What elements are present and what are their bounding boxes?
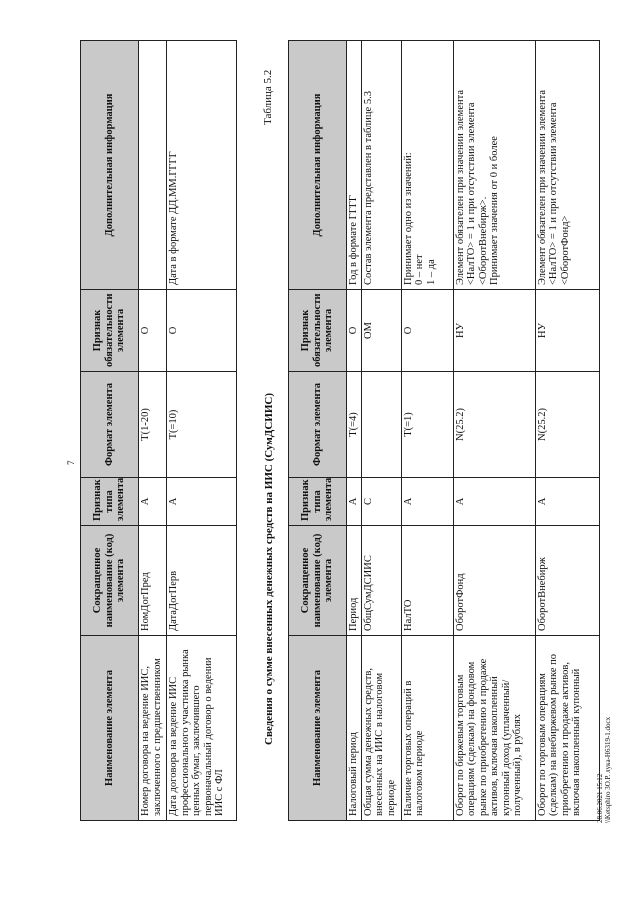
cell-info — [139, 41, 167, 290]
cell-type: А — [453, 478, 535, 526]
table-title: Сведения о сумме внесенных денежных средств на ИИС (СумДСИИС) — [263, 392, 275, 745]
table-row — [139, 41, 167, 821]
cell-type: С — [361, 478, 401, 526]
cell-info: Элемент обязателен при значении элемента <НалТО> = 1 и при отсутствии элемента <ОборотФонд> — [535, 41, 599, 290]
cell-code: НомДогПред — [139, 526, 167, 636]
table-row — [167, 41, 237, 821]
cell-info: Элемент обязателен при значении элемента <НалТО> = 1 и при отсутствии элемента <ОборотВнебирж>. Принимает значения от 0 и более — [453, 41, 535, 290]
cell-name: Наличие торговых операций в налоговом периоде — [401, 636, 453, 821]
table-row — [535, 41, 599, 821]
page-number: 7 — [66, 460, 76, 465]
cell-code: ОборотВнебирж — [535, 526, 599, 636]
table-header-row — [81, 41, 139, 821]
cell-code: Период — [347, 526, 362, 636]
cell-required: О — [167, 290, 237, 372]
cell-required: О — [139, 290, 167, 372]
cell-name: Дата договора на ведение ИИС профессионального участника рынка ценных бумаг, заключившего первоначальный договор о ведении ИИС с ФЛ — [167, 636, 237, 821]
cell-format: T(=4) — [347, 372, 362, 478]
cell-info: Принимает одно из значений: 0 – нет 1 – да — [401, 41, 453, 290]
cell-required: НУ — [535, 290, 599, 372]
cell-format — [361, 372, 401, 478]
table-row — [453, 41, 535, 821]
stamp-path: \\Ketsphiro 3O.P. лука-Н6319-1.docx — [604, 716, 612, 823]
cell-type: А — [401, 478, 453, 526]
print-stamp — [596, 717, 612, 823]
header-cell: Дополнительная информация — [289, 41, 347, 290]
cell-type: А — [535, 478, 599, 526]
cell-code: ОбщСумДСИИС — [361, 526, 401, 636]
cell-type: А — [139, 478, 167, 526]
cell-format: T(1-20) — [139, 372, 167, 478]
cell-name: Налоговый период — [347, 636, 362, 821]
cell-format: N(25.2) — [535, 372, 599, 478]
cell-code: НалТО — [401, 526, 453, 636]
header-cell: Признак обязательности элемента — [81, 290, 139, 372]
elements-table-5-2 — [288, 40, 600, 821]
table-header-row — [289, 41, 347, 821]
header-cell: Дополнительная информация — [81, 41, 139, 290]
cell-type: А — [167, 478, 237, 526]
table-caption: Таблица 5.2 — [262, 69, 274, 125]
header-cell: Признак типа элемента — [289, 478, 347, 526]
stamp-date: 28.06.2021 15:12 — [596, 773, 604, 823]
cell-required: ОМ — [361, 290, 401, 372]
header-cell: Формат элемента — [289, 372, 347, 478]
header-cell: Сокращенное наименование (код) элемента — [81, 526, 139, 636]
header-cell: Признак типа элемента — [81, 478, 139, 526]
header-cell: Наименование элемента — [289, 636, 347, 821]
cell-format: N(25.2) — [453, 372, 535, 478]
cell-info: Дата в формате ДД.ММ.ГГГГ — [167, 41, 237, 290]
cell-info: Состав элемента представлен в таблице 5.3 — [361, 41, 401, 290]
elements-table-5-1 — [80, 40, 237, 821]
cell-name: Общая сумма денежных средств, внесенных на ИИС в налоговом периоде — [361, 636, 401, 821]
table-row — [401, 41, 453, 821]
cell-name: Номер договора на ведение ИИС, заключенного с предшественником — [139, 636, 167, 821]
cell-info: Год в формате ГГГГ — [347, 41, 362, 290]
header-cell: Формат элемента — [81, 372, 139, 478]
cell-format: T(=10) — [167, 372, 237, 478]
header-cell: Сокращенное наименование (код) элемента — [289, 526, 347, 636]
cell-required: О — [347, 290, 362, 372]
cell-code: ДатаДогПерв — [167, 526, 237, 636]
cell-name: Оборот по торговым операциям (сделкам) на внебиржевом рынке по приобретению и продаже активов, включая накопленный купонный — [535, 636, 599, 821]
header-cell: Признак обязательности элемента — [289, 290, 347, 372]
cell-name: Оборот по биржевым торговым операциям (сделкам) на фондовом рынке по приобретению и продаже активов, включая накопленный купонный доход (уплаченный/полученный), в рублях — [453, 636, 535, 821]
cell-code: ОборотФонд — [453, 526, 535, 636]
header-cell: Наименование элемента — [81, 636, 139, 821]
cell-required: НУ — [453, 290, 535, 372]
table-row — [347, 41, 362, 821]
cell-type: А — [347, 478, 362, 526]
cell-required: О — [401, 290, 453, 372]
cell-format: T(=1) — [401, 372, 453, 478]
table-row — [361, 41, 401, 821]
